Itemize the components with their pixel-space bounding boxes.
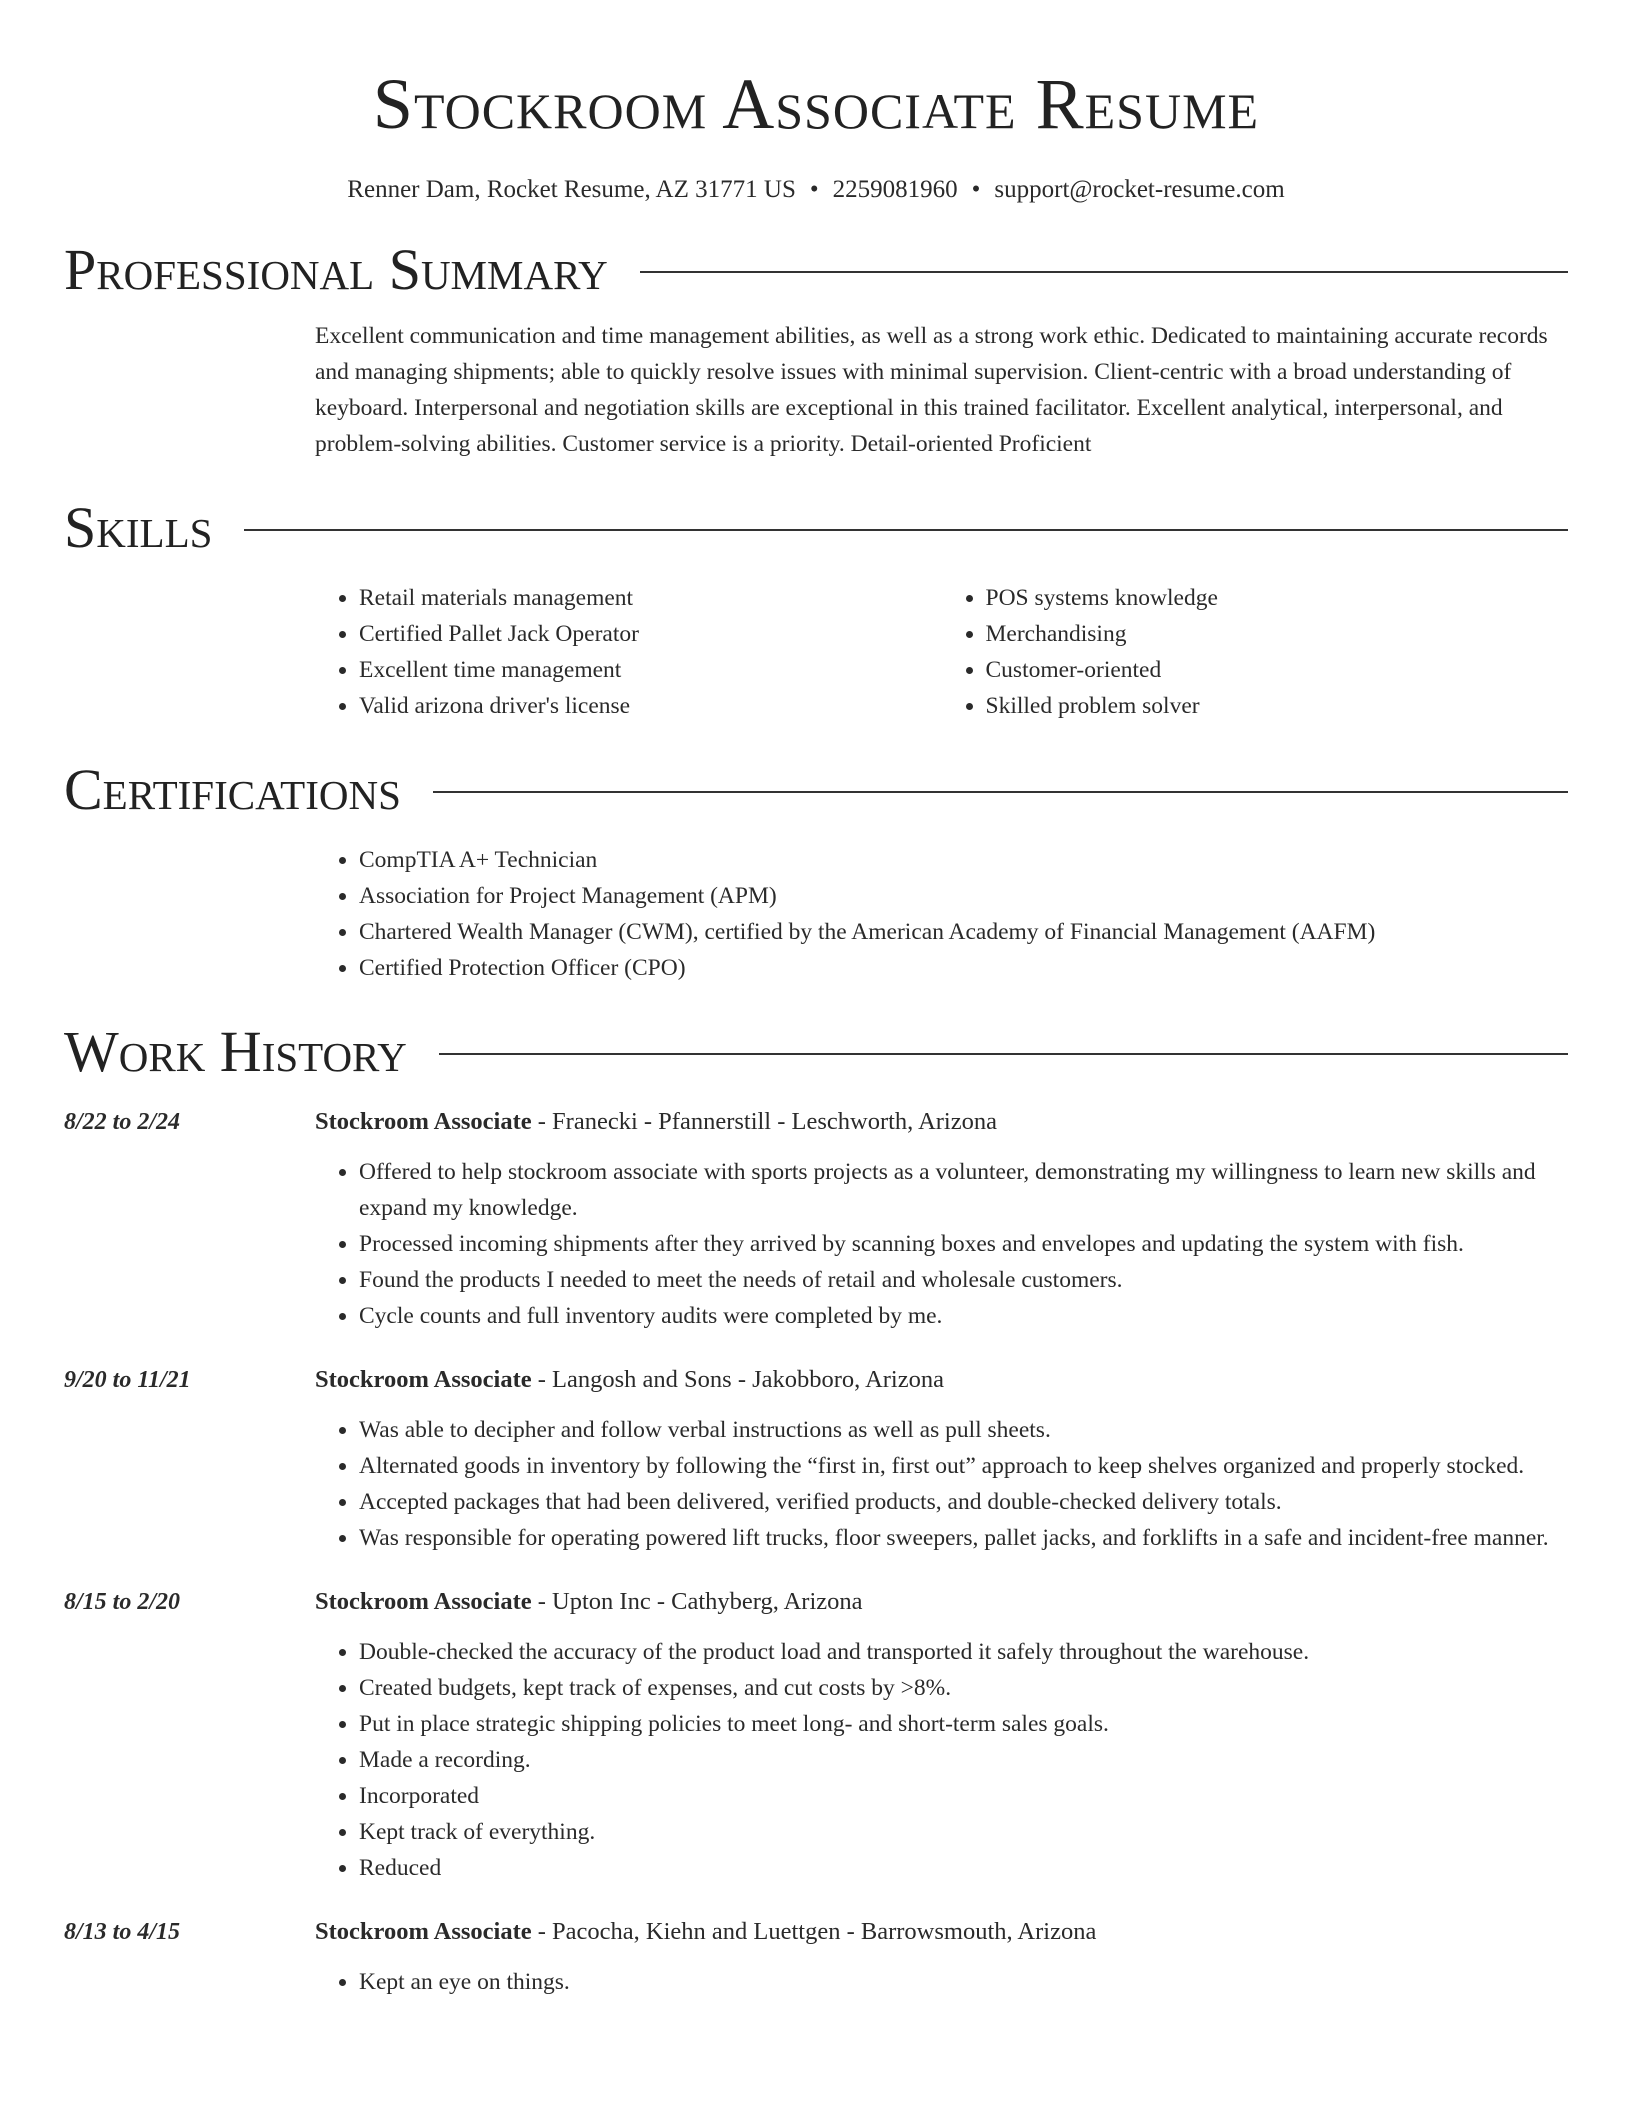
contact-phone: 2259081960: [832, 176, 958, 203]
skills-section-header: [64, 492, 1568, 564]
job-bullet: • Was able to decipher and follow verbal instructions as well as pull sheets.: [359, 1412, 1568, 1448]
certification-item: • CompTIA A+ Technician: [359, 842, 1568, 878]
job-role: Stockroom Associate: [315, 1366, 532, 1393]
job-bullet: • Processed incoming shipments after they arrived by scanning boxes and envelopes and updating the system with fish.: [359, 1226, 1568, 1262]
skill-item: • Valid arizona driver's license: [359, 688, 942, 724]
job-bullet: • Made a recording.: [359, 1742, 1568, 1778]
job-employer: - Upton Inc - Cathyberg, Arizona: [531, 1588, 863, 1615]
job-title-line: [315, 1098, 1568, 1140]
skill-item: • Merchandising: [986, 616, 1569, 652]
section-divider: [439, 1053, 1568, 1055]
skills-heading: Skills: [64, 495, 213, 560]
job-entry: [64, 1908, 1568, 2000]
job-bullet: • Incorporated: [359, 1778, 1568, 1814]
job-dates: 8/13 to 4/15: [64, 1919, 181, 1945]
job-bullet: • Kept track of everything.: [359, 1814, 1568, 1850]
job-bullet: • Alternated goods in inventory by following the “first in, first out” approach to keep shelves organized and properly stocked.: [359, 1448, 1568, 1484]
skills-list-right: [942, 580, 1569, 724]
section-divider: [244, 529, 1568, 531]
job-bullets: [315, 1964, 1568, 2000]
skill-item: • Certified Pallet Jack Operator: [359, 616, 942, 652]
contact-separator: •: [809, 176, 819, 203]
resume-title: Stockroom Associate Resume: [372, 64, 1260, 144]
summary-heading: Professional Summary: [64, 237, 608, 302]
job-employer: - Langosh and Sons - Jakobboro, Arizona: [531, 1366, 944, 1393]
summary-section-header: [64, 234, 1568, 306]
job-entry: [64, 1098, 1568, 1334]
job-details: [315, 1098, 1568, 1334]
job-title-line: [315, 1578, 1568, 1620]
certifications-heading: Certifications: [64, 757, 401, 822]
job-role: Stockroom Associate: [315, 1588, 532, 1615]
summary-text: Excellent communication and time management abilities, as well as a strong work ethic. Dedicated to maintaining accurate records and managing shipments; able to quickly resolve issues with minimal supervision. Client-centric with a broad understanding of keyboard. Interpersonal and negotiation skills are exceptional in this trained facilitator. Excellent analytical, interpersonal, and problem-solving abilities. Customer service is a priority. Detail-oriented Proficient: [315, 323, 1548, 457]
job-bullet: • Reduced: [359, 1850, 1568, 1886]
job-bullets: [315, 1634, 1568, 1886]
job-bullet: • Put in place strategic shipping policies to meet long- and short-term sales goals.: [359, 1706, 1568, 1742]
job-dates: 8/15 to 2/20: [64, 1589, 181, 1615]
job-details: [315, 1908, 1568, 2000]
job-bullets: [315, 1154, 1568, 1334]
job-bullet: • Was responsible for operating powered lift trucks, floor sweepers, pallet jacks, and forklifts in a safe and incident-free manner.: [359, 1520, 1568, 1556]
certifications-section-header: [64, 754, 1568, 826]
job-entry: [64, 1356, 1568, 1556]
work-history-section-header: [64, 1016, 1568, 1088]
skill-item: • Retail materials management: [359, 580, 942, 616]
skills-grid: [315, 580, 1568, 724]
skill-item: • Customer-oriented: [986, 652, 1569, 688]
contact-email: support@rocket-resume.com: [994, 176, 1285, 203]
certification-item: • Certified Protection Officer (CPO): [359, 950, 1568, 986]
work-history-heading: Work History: [64, 1019, 407, 1084]
job-bullet: • Double-checked the accuracy of the product load and transported it safely throughout the warehouse.: [359, 1634, 1568, 1670]
job-employer: - Pacocha, Kiehn and Luettgen - Barrowsmouth, Arizona: [531, 1918, 1097, 1945]
job-details: [315, 1578, 1568, 1886]
job-bullet: • Cycle counts and full inventory audits were completed by me.: [359, 1298, 1568, 1334]
job-entry: [64, 1578, 1568, 1886]
skill-item: • POS systems knowledge: [986, 580, 1569, 616]
job-bullets: [315, 1412, 1568, 1556]
certifications-list: [315, 842, 1568, 986]
job-bullet: • Accepted packages that had been delivered, verified products, and double-checked delivery totals.: [359, 1484, 1568, 1520]
skill-item: • Excellent time management: [359, 652, 942, 688]
job-bullet: • Offered to help stockroom associate with sports projects as a volunteer, demonstrating my willingness to learn new skills and expand my knowledge.: [359, 1154, 1568, 1226]
job-role: Stockroom Associate: [315, 1918, 532, 1945]
job-employer: - Franecki - Pfannerstill - Leschworth, Arizona: [531, 1108, 997, 1135]
job-details: [315, 1356, 1568, 1556]
contact-separator: •: [971, 176, 981, 203]
section-divider: [433, 791, 1568, 793]
contact-line: [64, 174, 1568, 206]
job-bullet: • Kept an eye on things.: [359, 1964, 1568, 2000]
job-title-line: [315, 1908, 1568, 1950]
skills-list-left: [315, 580, 942, 724]
job-bullet: • Created budgets, kept track of expenses, and cut costs by >8%.: [359, 1670, 1568, 1706]
job-dates: 8/22 to 2/24: [64, 1109, 181, 1135]
contact-address: Renner Dam, Rocket Resume, AZ 31771 US: [347, 176, 796, 203]
section-divider: [640, 271, 1568, 273]
job-role: Stockroom Associate: [315, 1108, 532, 1135]
job-dates: 9/20 to 11/21: [64, 1367, 191, 1393]
skill-item: • Skilled problem solver: [986, 688, 1569, 724]
certification-item: • Chartered Wealth Manager (CWM), certified by the American Academy of Financial Management (AAFM): [359, 914, 1568, 950]
job-bullet: • Found the products I needed to meet the needs of retail and wholesale customers.: [359, 1262, 1568, 1298]
job-title-line: [315, 1356, 1568, 1398]
certification-item: • Association for Project Management (APM): [359, 878, 1568, 914]
